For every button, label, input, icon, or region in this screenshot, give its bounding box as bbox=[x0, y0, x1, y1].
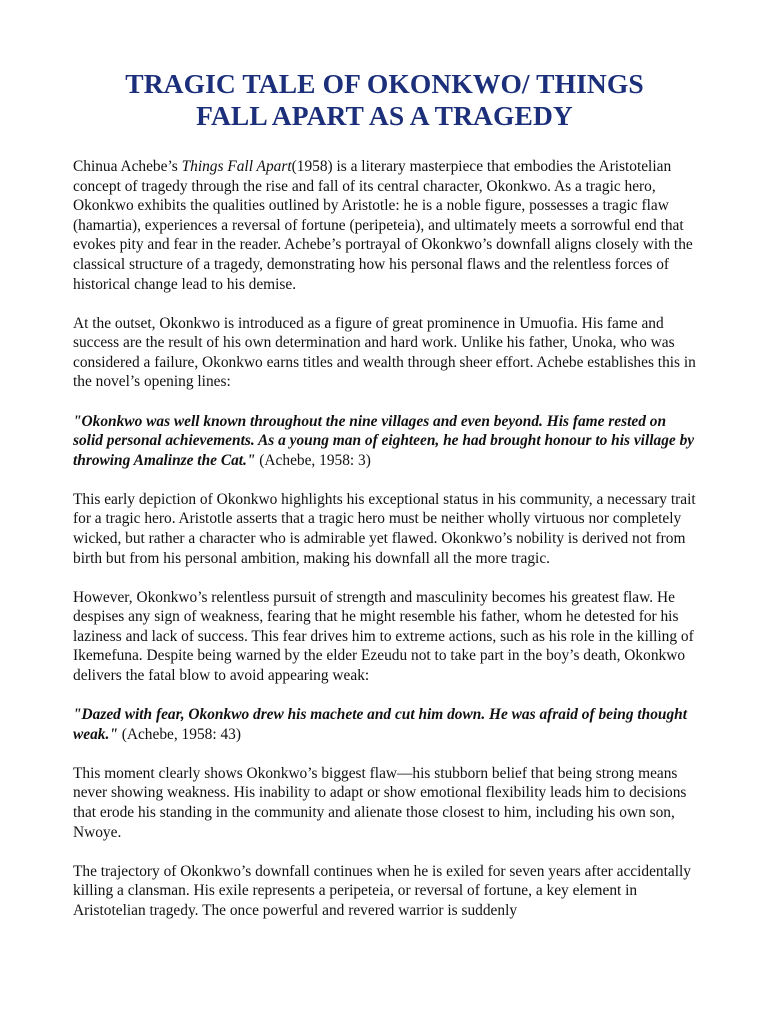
paragraph-early-depiction: This early depiction of Okonkwo highlights his exceptional status in his community, a necessary trait for a tragic hero. Aristotle asserts that a tragic hero must be neither wholly virtuous nor completely wicked, but rather a character who is admirable yet flawed. Okonkwo’s nobility is derived not from birth but from his personal ambition, making his downfall all the more tragic. bbox=[73, 490, 696, 567]
book-title-italic: Things Fall Apart bbox=[181, 158, 292, 175]
quote-block-2 bbox=[73, 705, 696, 744]
paragraph-trajectory: The trajectory of Okonkwo’s downfall continues when he is exiled for seven years after accidentally killing a clansman. His exile represents a peripeteia, or reversal of fortune, a key element in Aristotelian tragedy. The once powerful and revered warrior is suddenly bbox=[73, 862, 691, 919]
page-title bbox=[73, 68, 696, 132]
paragraph-intro-start: Chinua Achebe’s bbox=[73, 158, 182, 175]
paragraph-intro bbox=[73, 157, 696, 294]
paragraph-outset: At the outset, Okonkwo is introduced as a figure of great prominence in Umuofia. His fame and success are the result of his own determination and hard work. Unlike his father, Unoka, who was considered a failure, Okonkwo earns titles and wealth through sheer effort. Achebe establishes this in the novel’s opening lines: bbox=[73, 314, 696, 391]
quote-block-1 bbox=[73, 412, 696, 471]
page-title-line-1: TRAGIC TALE OF OKONKWO/ THINGS bbox=[125, 68, 644, 99]
page-title-line-2: FALL APART AS A TRAGEDY bbox=[196, 100, 573, 131]
paragraph-moment: This moment clearly shows Okonkwo’s biggest flaw—his stubborn belief that being strong means never showing weakness. His inability to adapt or show emotional flexibility leads him to decisions that erode his standing in the community and alienate those closest to him, including his own son, Nwoye. bbox=[73, 764, 687, 841]
quote-2-text: "Dazed with fear, Okonkwo drew his machete and cut him down. He was afraid of being thought weak." bbox=[73, 706, 687, 743]
quote-2-citation: (Achebe, 1958: 43) bbox=[117, 725, 241, 743]
quote-1-citation: (Achebe, 1958: 3) bbox=[255, 451, 371, 469]
paragraph-intro-rest: (1958) is a literary masterpiece that embodies the Aristotelian concept of tragedy through the rise and fall of its central character, Okonkwo. As a tragic hero, Okonkwo exhibits the qualities outlined by Aristotle: he is a noble figure, possesses a tragic flaw (hamartia), experiences a reversal of fortune (peripeteia), and ultimately meets a sorrowful end that evokes pity and fear in the reader. Achebe’s portrayal of Okonkwo’s downfall aligns closely with the classical structure of a tragedy, demonstrating how his personal flaws and the relentless forces of historical change lead to his demise. bbox=[73, 158, 693, 293]
quote-1-text: "Okonkwo was well known throughout the nine villages and even beyond. His fame rested on solid personal achievements. As a young man of eighteen, he had brought honour to his village by throwing Amalinze the Cat." bbox=[73, 412, 695, 469]
paragraph-flaw: However, Okonkwo’s relentless pursuit of strength and masculinity becomes his greatest flaw. He despises any sign of weakness, fearing that he might resemble his father, whom he detested for his laziness and lack of success. This fear drives him to extreme actions, such as his role in the killing of Ikemefuna. Despite being warned by the elder Ezeudu not to take part in the boy’s death, Okonkwo delivers the fatal blow to avoid appearing weak: bbox=[73, 588, 694, 685]
